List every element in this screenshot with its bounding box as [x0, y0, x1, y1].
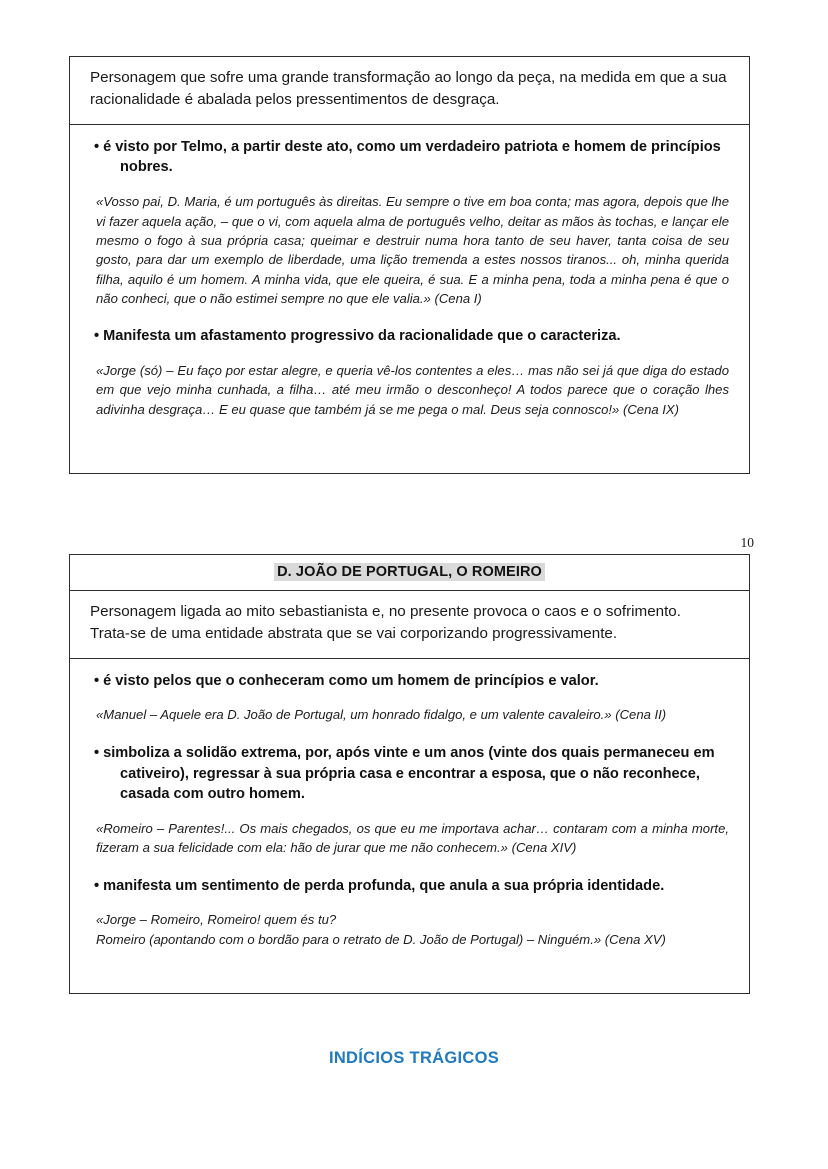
bullet-text: simboliza a solidão extrema, por, após vinte e um anos (vinte dos quais permaneceu em: [103, 744, 715, 761]
spacer: [86, 449, 733, 459]
section-heading-indicios-tragicos: INDÍCIOS TRÁGICOS: [328, 1049, 500, 1067]
quotation-line: Romeiro (apontando com o bordão para o retrato de D. João de Portugal) – Ninguém.» (Cena XV): [96, 931, 666, 947]
quotation-line: «Jorge – Romeiro, Romeiro! quem és tu?: [96, 912, 337, 928]
intro-line: Trata-se de uma entidade abstrata que se vai corporizando progressivamente.: [90, 625, 618, 643]
content-section-d-joao: [70, 658, 749, 993]
bullet-item: [86, 326, 733, 347]
bullet-text-continued: casada com outro homem.: [120, 786, 305, 803]
intro-line: Personagem que sofre uma grande transformação ao longo da peça, na medida em que a sua: [90, 69, 727, 86]
content-section-jorge: [70, 124, 749, 474]
bullet-marker-icon: •: [94, 744, 100, 761]
bullet-text-continued: cativeiro), regressar à sua própria casa e encontrar a esposa, que o não reconhece,: [120, 765, 700, 782]
bullet-text: manifesta um sentimento de perda profunda, que anula a sua própria identidade.: [103, 877, 665, 894]
intro-line: Personagem ligada ao mito sebastianista e, no presente provoca o caos e o sofrimento.: [90, 603, 681, 620]
page-title: D. JOÃO DE PORTUGAL, O ROMEIRO: [274, 563, 545, 581]
spacer: [86, 858, 733, 876]
quotation-cena-xv: [86, 910, 733, 949]
quotation-cena-ix: «Jorge (só) – Eu faço por estar alegre, e queria vê-los contentes a eles… mas não sei já que diga do estado em que vejo minha cunhada, a filha… até meu irmão o desconheço! A todos parece que o coração lhes adivinha desgraça… E eu quase que também já se me pega o mal. Deus seja connosco!» (Cena IX): [96, 363, 729, 417]
intro-paragraph-jorge: [70, 57, 749, 124]
quotation-cena-i: «Vosso pai, D. Maria, é um português às direitas. Eu sempre o tive em boa conta; mas agora, depois que lhe vi fazer aquela ação, – que o vi, com aquela alma de português velho, deitar as mãos às tochas, e lançar ele mesmo o fogo à sua própria casa; queimar e destruir numa hora tanto de seu haver, tanta coisa de seu gosto, para dar um exemplo de liberdade, uma lição tremenda a estes nossos tiranos... oh, minha querida filha, aquilo é um homem. A minha vida, que ele queira, é sua. E a minha pena, toda a minha pena é que o não conheci, que o não estimei sempre no que ele valia.» (Cena I): [96, 194, 729, 306]
bullet-item: [86, 876, 733, 897]
bullet-item: [86, 743, 733, 805]
intro-paragraph-d-joao: [70, 590, 749, 658]
bullet-item: [86, 671, 733, 692]
character-table-jorge: [69, 56, 750, 474]
spacer: [86, 725, 733, 743]
table-title-row: [70, 555, 749, 590]
bullet-marker-icon: •: [94, 138, 100, 155]
bullet-marker-icon: •: [94, 877, 100, 894]
quotation-cena-xiv: «Romeiro – Parentes!... Os mais chegados, os que eu me importava achar… contaram com a minha morte, fizeram a sua felicidade com ela: hão de jurar que me não conhecem.» (Cena XIV): [96, 820, 729, 856]
spacer: [86, 419, 733, 449]
bullet-marker-icon: •: [94, 672, 100, 689]
intro-line: racionalidade é abalada pelos pressentimentos de desgraça.: [90, 91, 500, 109]
quotation-cena-ii: «Manuel – Aquele era D. João de Portugal, um honrado fidalgo, e um valente cavaleiro.» (Cena II): [96, 707, 667, 723]
bullet-text-continued: nobres.: [120, 159, 173, 176]
bullet-text: é visto pelos que o conheceram como um homem de princípios e valor.: [103, 672, 599, 689]
bullet-marker-icon: •: [94, 328, 100, 345]
spacer: [86, 308, 733, 326]
page-number: 10: [740, 535, 754, 550]
bullet-text: Manifesta um afastamento progressivo da racionalidade que o caracteriza.: [103, 328, 621, 345]
character-table-d-joao: [69, 554, 750, 994]
bullet-text: é visto por Telmo, a partir deste ato, como um verdadeiro patriota e homem de princípios: [103, 138, 721, 155]
bullet-item: [86, 137, 733, 178]
spacer: [86, 949, 733, 979]
